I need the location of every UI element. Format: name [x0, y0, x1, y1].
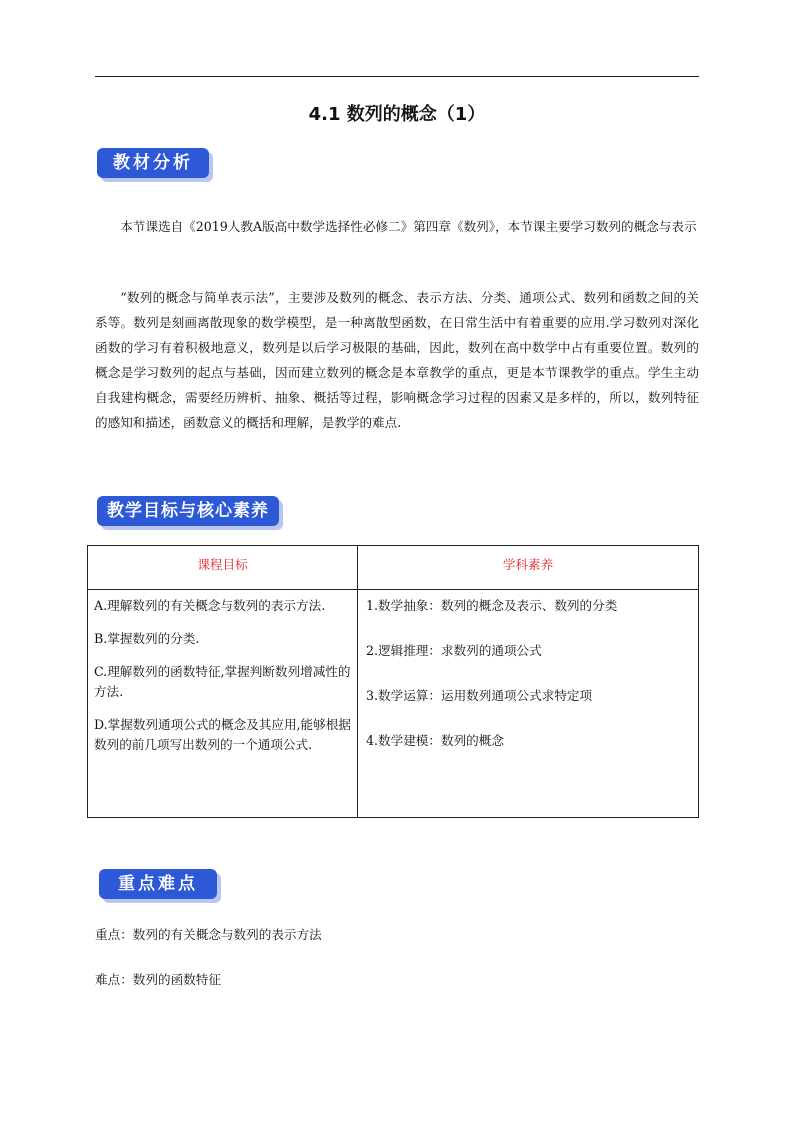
table-header-row	[88, 546, 699, 590]
header-rule	[95, 76, 699, 77]
analysis-paragraph-1: 本节课选自《2019人教A版高中数学选择性必修二》第四章《数列》，本节课主要学习数列的概念与表示	[120, 219, 697, 234]
section-badge-goals: 教学目标与核心素养	[97, 496, 279, 526]
course-goal-item: C.理解数列的函数特征,掌握判断数列增减性的方法.	[94, 664, 351, 699]
focus-point: 重点：数列的有关概念与数列的表示方法	[95, 927, 322, 942]
literacy-item: 4.数学建模：数列的概念	[366, 733, 504, 748]
difficulty-point: 难点：数列的函数特征	[95, 972, 221, 987]
page-title: 4.1 数列的概念（1）	[308, 104, 486, 125]
section-badge-analysis: 教材分析	[97, 148, 209, 178]
course-goal-item: B.掌握数列的分类.	[94, 631, 200, 646]
header-literacy: 学科素养	[358, 546, 699, 590]
literacy-item: 2.逻辑推理：求数列的通项公式	[366, 643, 542, 658]
course-goal-item: A.理解数列的有关概念与数列的表示方法.	[94, 598, 326, 613]
literacy-cell	[358, 590, 699, 818]
section-badge-key-points: 重点难点	[99, 869, 217, 899]
literacy-item: 1.数学抽象：数列的概念及表示、数列的分类	[366, 598, 618, 613]
goals-table	[87, 545, 699, 818]
analysis-paragraph-2: “数列的概念与简单表示法”，主要涉及数列的概念、表示方法、分类、通项公式、数列和函数之间的关系等。数列是刻画离散现象的数学模型，是一种离散型函数，在日常生活中有着重要的应用.学习数列对深化函数的学习有着积极地意义，数列是以后学习极限的基础，因此，数列在高中数学中占有重要位置。数列的概念是学习数列的起点与基础，因而建立数列的概念是本章教学的重点，更是本节课教学的重点。学生主动自我建构概念，需要经历辨析、抽象、概括等过程，影响概念学习过程的因素又是多样的，所以，数列特征的感知和描述，函数意义的概括和理解，是教学的难点.	[95, 290, 699, 430]
course-goals-cell	[88, 590, 358, 818]
literacy-item: 3.数学运算：运用数列通项公式求特定项	[366, 688, 593, 703]
header-course-goals: 课程目标	[88, 546, 358, 590]
course-goal-item: D.掌握数列通项公式的概念及其应用,能够根据数列的前几项写出数列的一个通项公式.	[94, 717, 351, 752]
table-row	[88, 590, 699, 818]
